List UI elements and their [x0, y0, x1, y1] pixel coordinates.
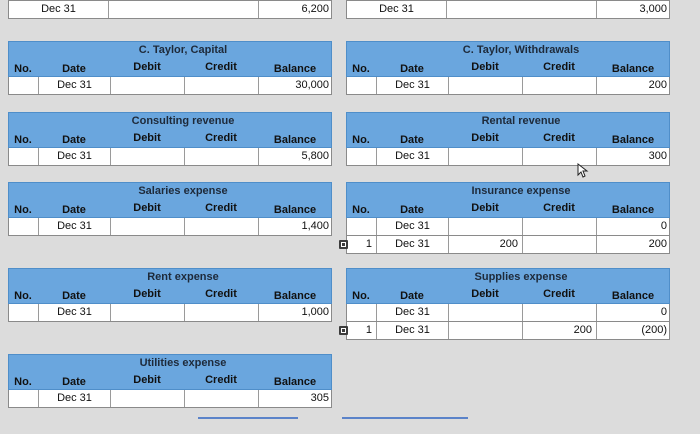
column-header-balance: Balance: [611, 63, 655, 75]
table-row: [346, 304, 670, 322]
no-cell[interactable]: [9, 148, 39, 165]
column-header-date: Date: [62, 134, 86, 146]
column-header-date: Date: [62, 290, 86, 302]
column-header-balance: Balance: [273, 290, 317, 302]
debit-cell[interactable]: [449, 304, 523, 321]
date-cell[interactable]: Dec 31: [347, 1, 447, 18]
column-header-credit: Credit: [543, 202, 575, 214]
column-header-credit: Credit: [205, 61, 237, 73]
table-row: [346, 236, 670, 254]
debit-cell[interactable]: [449, 322, 523, 339]
column-header-no: No.: [14, 204, 32, 216]
no-cell[interactable]: [9, 390, 39, 407]
ledger-account: [8, 180, 332, 236]
credit-cell[interactable]: [523, 77, 597, 94]
credit-cell[interactable]: [185, 218, 259, 235]
column-header-debit: Debit: [133, 288, 161, 300]
no-cell[interactable]: 1: [347, 236, 377, 253]
balance-cell[interactable]: 6,200: [301, 3, 329, 15]
ledger-account: [346, 180, 670, 254]
column-header-balance: Balance: [611, 290, 655, 302]
balance-cell[interactable]: 0: [660, 220, 667, 232]
pointer-cursor-icon: [575, 163, 589, 179]
credit-cell[interactable]: [185, 148, 259, 165]
account-title: Rent expense: [147, 271, 219, 283]
balance-cell[interactable]: 30,000: [295, 79, 329, 91]
expand-entry-icon[interactable]: [339, 326, 348, 335]
no-cell[interactable]: [347, 218, 377, 235]
debit-cell[interactable]: [111, 148, 185, 165]
column-header-debit: Debit: [471, 202, 499, 214]
column-header-balance: Balance: [273, 63, 317, 75]
ledger-header: [8, 352, 332, 390]
account-title: Consulting revenue: [131, 115, 235, 127]
ledger-header: [346, 180, 670, 218]
top-ledger-row-right: [346, 0, 670, 19]
balance-cell[interactable]: 200: [648, 238, 667, 250]
table-row: [346, 77, 670, 95]
date-cell[interactable]: Dec 31: [377, 236, 449, 253]
date-cell[interactable]: Dec 31: [39, 218, 111, 235]
date-cell[interactable]: Dec 31: [377, 304, 449, 321]
column-header-no: No.: [352, 134, 370, 146]
credit-cell[interactable]: [523, 218, 597, 235]
debit-cell[interactable]: [449, 218, 523, 235]
date-cell[interactable]: Dec 31: [377, 218, 449, 235]
column-header-credit: Credit: [543, 288, 575, 300]
account-title: C. Taylor, Withdrawals: [462, 44, 580, 56]
ledger-header: [8, 110, 332, 148]
ledger-account: [346, 110, 670, 166]
column-header-credit: Credit: [205, 374, 237, 386]
no-cell[interactable]: [9, 218, 39, 235]
column-header-debit: Debit: [471, 132, 499, 144]
column-header-balance: Balance: [611, 134, 655, 146]
date-cell[interactable]: Dec 31: [377, 322, 449, 339]
column-header-debit: Debit: [133, 374, 161, 386]
column-header-credit: Credit: [543, 61, 575, 73]
no-cell[interactable]: [347, 148, 377, 165]
column-header-credit: Credit: [543, 132, 575, 144]
account-title: Salaries expense: [138, 185, 228, 197]
column-header-debit: Debit: [471, 61, 499, 73]
date-cell[interactable]: Dec 31: [377, 77, 449, 94]
account-title: Utilities expense: [139, 357, 227, 369]
table-row: [8, 390, 332, 408]
ledger-header: [346, 266, 670, 304]
ledger-account: [8, 266, 332, 322]
table-row: [8, 304, 332, 322]
column-header-debit: Debit: [133, 202, 161, 214]
date-cell[interactable]: Dec 31: [39, 390, 111, 407]
date-cell[interactable]: Dec 31: [9, 1, 109, 18]
column-header-no: No.: [14, 134, 32, 146]
debit-cell[interactable]: [111, 390, 185, 407]
column-header-date: Date: [62, 376, 86, 388]
date-cell[interactable]: Dec 31: [39, 77, 111, 94]
account-title: Supplies expense: [474, 271, 568, 283]
account-title: C. Taylor, Capital: [138, 44, 228, 56]
column-header-balance: Balance: [611, 204, 655, 216]
balance-cell[interactable]: 0: [660, 306, 667, 318]
date-cell[interactable]: Dec 31: [39, 304, 111, 321]
column-header-debit: Debit: [471, 288, 499, 300]
ledger-header: [346, 110, 670, 148]
expand-entry-icon[interactable]: [339, 240, 348, 249]
column-header-date: Date: [400, 204, 424, 216]
debit-cell[interactable]: [449, 77, 523, 94]
column-header-date: Date: [62, 204, 86, 216]
column-header-credit: Credit: [205, 202, 237, 214]
table-row: [8, 0, 332, 19]
table-row: [346, 218, 670, 236]
column-header-debit: Debit: [133, 132, 161, 144]
credit-cell[interactable]: [185, 390, 259, 407]
debit-cell[interactable]: [111, 218, 185, 235]
account-title: Rental revenue: [481, 115, 561, 127]
ledger-header: [8, 180, 332, 218]
column-header-date: Date: [400, 63, 424, 75]
column-header-date: Date: [400, 290, 424, 302]
column-header-balance: Balance: [273, 204, 317, 216]
account-title: Insurance expense: [471, 185, 571, 197]
credit-cell[interactable]: [523, 236, 597, 253]
credit-cell[interactable]: [185, 304, 259, 321]
column-header-date: Date: [400, 134, 424, 146]
table-row: [346, 322, 670, 340]
credit-cell[interactable]: 200: [523, 322, 597, 339]
scroll-indicator-right: [342, 417, 468, 419]
debit-cell[interactable]: [449, 148, 523, 165]
credit-cell[interactable]: [523, 304, 597, 321]
balance-cell[interactable]: 3,000: [639, 3, 667, 15]
date-cell[interactable]: Dec 31: [377, 148, 449, 165]
ledger-header: [8, 39, 332, 77]
no-cell[interactable]: 1: [347, 322, 377, 339]
balance-cell[interactable]: 300: [648, 150, 667, 162]
table-row: [8, 148, 332, 166]
balance-cell[interactable]: 305: [310, 392, 329, 404]
balance-cell[interactable]: 1,000: [301, 306, 329, 318]
table-row: [8, 77, 332, 95]
debit-cell[interactable]: 200: [449, 236, 523, 253]
credit-cell[interactable]: [109, 1, 259, 18]
debit-cell[interactable]: [111, 77, 185, 94]
column-header-no: No.: [14, 290, 32, 302]
date-cell[interactable]: Dec 31: [39, 148, 111, 165]
balance-cell[interactable]: 200: [648, 79, 667, 91]
column-header-balance: Balance: [273, 376, 317, 388]
ledger-header: [346, 39, 670, 77]
column-header-date: Date: [62, 63, 86, 75]
top-ledger-row-left: [8, 0, 332, 19]
column-header-credit: Credit: [205, 288, 237, 300]
ledger-account: [8, 110, 332, 166]
column-header-no: No.: [352, 63, 370, 75]
ledger-account: [346, 266, 670, 340]
table-row: [346, 0, 670, 19]
no-cell[interactable]: [9, 77, 39, 94]
balance-cell[interactable]: (200): [641, 324, 667, 336]
column-header-no: No.: [352, 290, 370, 302]
scroll-indicator-left: [198, 417, 298, 419]
ledger-account: [8, 39, 332, 95]
no-cell[interactable]: [9, 304, 39, 321]
column-header-no: No.: [14, 63, 32, 75]
ledger-account: [8, 352, 332, 408]
credit-cell[interactable]: [185, 77, 259, 94]
column-header-credit: Credit: [205, 132, 237, 144]
column-header-balance: Balance: [273, 134, 317, 146]
ledger-account: [346, 39, 670, 95]
no-cell[interactable]: [347, 304, 377, 321]
table-row: [346, 148, 670, 166]
credit-cell[interactable]: [447, 1, 597, 18]
ledger-header: [8, 266, 332, 304]
no-cell[interactable]: [347, 77, 377, 94]
table-row: [8, 218, 332, 236]
column-header-no: No.: [14, 376, 32, 388]
debit-cell[interactable]: [111, 304, 185, 321]
column-header-debit: Debit: [133, 61, 161, 73]
column-header-no: No.: [352, 204, 370, 216]
balance-cell[interactable]: 5,800: [301, 150, 329, 162]
balance-cell[interactable]: 1,400: [301, 220, 329, 232]
